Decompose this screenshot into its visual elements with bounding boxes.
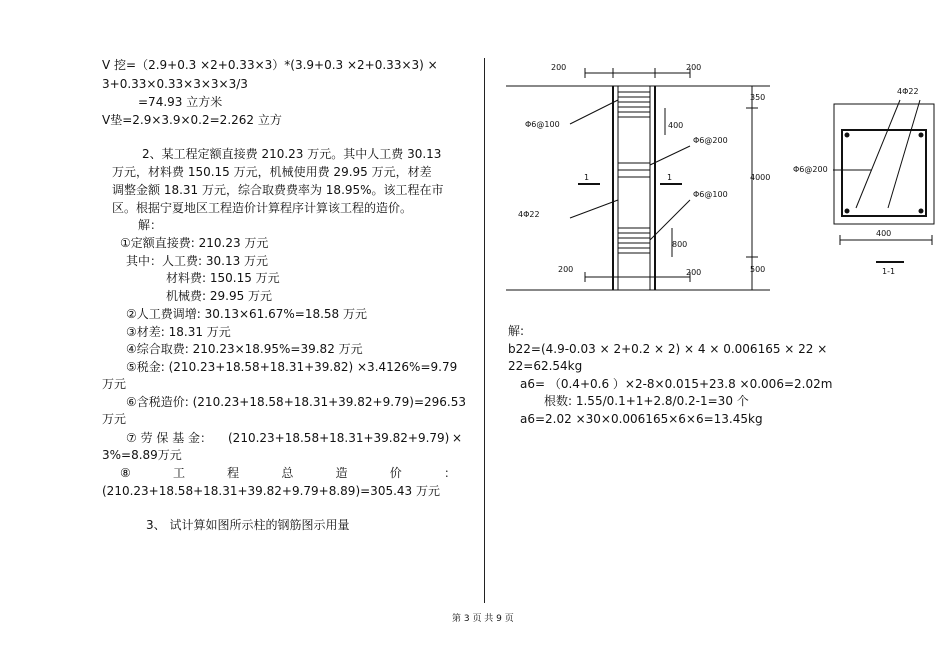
step-1-labor: 其中：人工费: 30.13 万元 (126, 254, 269, 268)
a6-weight: a6=2.02 ×30×0.006165×6×6=13.45kg (520, 412, 763, 426)
question-2-line-4: 区。根据宁夏地区工程造价计算程序计算该工程的造价。 (112, 201, 413, 215)
step-5: ⑤税金: (210.23+18.58+18.31+39.82) ×3.4126%=9.79 (126, 360, 458, 374)
stirrup-label-middle: Φ6@200 (693, 136, 728, 145)
step-3: ③材差: 18.31 万元 (126, 325, 231, 339)
step-8-char: 价 (389, 466, 402, 480)
question-2-line-3: 调整金额 18.31 万元，综合取费费率为 18.95%。该工程在市 (112, 183, 444, 197)
question-2-line-1: 2、某工程定额直接费 210.23 万元。其中人工费 30.13 (142, 147, 442, 161)
question-3: 3、 试计算如图所示柱的钢筋图示用量 (146, 518, 350, 532)
b22-line-2: 22=62.54kg (508, 359, 583, 373)
dim-4000: 4000 (750, 173, 771, 182)
dim-350: 350 (750, 93, 766, 102)
step-1-machinery: 机械费: 29.95 万元 (166, 289, 273, 303)
step-8-char: 工 (172, 466, 185, 480)
step-8-char: ⑧ (120, 466, 131, 480)
right-solution-label: 解: (508, 324, 525, 338)
excavation-volume-line-1: V 挖=（2.9+0.3 ×2+0.33×3）*(3.9+0.3 ×2+0.33×3) × (102, 58, 438, 72)
step-8-formula: (210.23+18.58+18.31+39.82+9.79+8.89)=305.43 万元 (102, 484, 440, 498)
section-mark-left: 1 (584, 173, 590, 182)
section-width-dim: 400 (876, 229, 892, 238)
dim-400-top: 400 (668, 121, 684, 130)
dim-200-bottom-right: 200 (686, 268, 702, 277)
excavation-volume-result: =74.93 立方米 (138, 95, 223, 109)
dim-800: 800 (672, 240, 688, 249)
stirrup-label-top: Φ6@100 (525, 120, 560, 129)
step-6: ⑥含税造价: (210.23+18.58+18.31+39.82+9.79)=296.53 (126, 395, 467, 409)
dim-500: 500 (750, 265, 766, 274)
question-2-line-2: 万元，材料费 150.15 万元，机械使用费 29.95 万元，材差 (112, 165, 432, 179)
a6-length: a6= （0.4+0.6 ）×2-8×0.015+23.8 ×0.006=2.02m (520, 377, 833, 391)
step-8-char: 造 (335, 466, 348, 480)
solution-label: 解： (138, 218, 163, 232)
step-4: ④综合取费: 210.23×18.95%=39.82 万元 (126, 342, 363, 356)
section-bar-label: 4Φ22 (897, 87, 919, 96)
dim-200-bottom-left: 200 (558, 265, 574, 274)
section-title: 1-1 (882, 267, 896, 276)
step-7-label: ⑦ 劳 保 基 金： (126, 431, 213, 445)
section-mark-right: 1 (667, 173, 673, 182)
cushion-volume: V垫=2.9×3.9×0.2=2.262 立方 (102, 113, 282, 127)
step-1: ①定额直接费: 210.23 万元 (120, 236, 269, 250)
excavation-volume-line-2: 3+0.33×0.33×3×3×3/3 (102, 77, 248, 91)
stirrup-label-bottom: Φ6@100 (693, 190, 728, 199)
longitudinal-bar-label: 4Φ22 (518, 210, 540, 219)
page-footer: 第 3 页 共 9 页 (452, 614, 514, 624)
b22-line-1: b22=(4.9-0.03 × 2+0.2 × 2) × 4 × 0.006165 × 22 × (508, 342, 828, 356)
section-stirrup-label: Φ6@200 (793, 165, 828, 174)
step-1-material: 材料费: 150.15 万元 (166, 271, 280, 285)
step-7-result: 3%=8.89万元 (102, 448, 182, 462)
step-8-char: ： (443, 466, 456, 480)
dim-200-top-left: 200 (551, 63, 567, 72)
step-6-unit: 万元 (102, 412, 127, 426)
step-8-char: 程 (227, 466, 240, 480)
a6-count: 根数: 1.55/0.1+1+2.8/0.2-1=30 个 (544, 394, 749, 408)
step-7-formula: (210.23+18.58+18.31+39.82+9.79) (228, 431, 450, 445)
step-2: ②人工费调增: 30.13×61.67%=18.58 万元 (126, 307, 368, 321)
step-7-times: × (452, 431, 463, 445)
dim-200-top-right: 200 (686, 63, 702, 72)
step-5-unit: 万元 (102, 377, 127, 391)
step-8-char: 总 (281, 466, 294, 480)
